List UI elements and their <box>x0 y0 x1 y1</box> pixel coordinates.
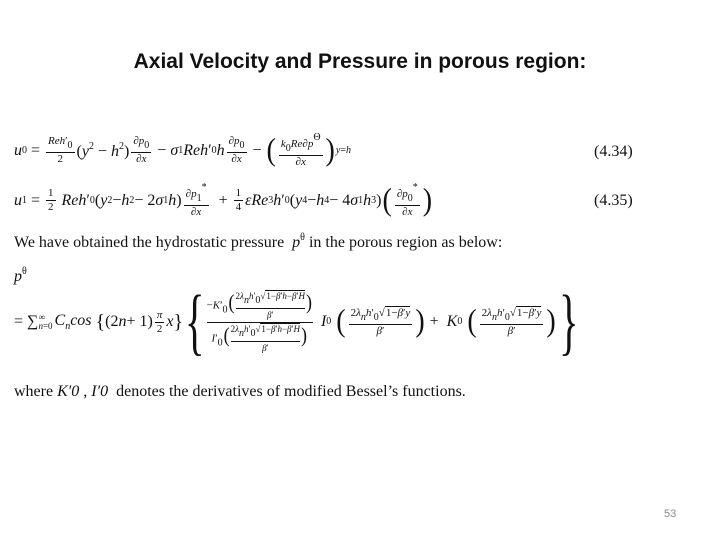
page-number: 53 <box>664 508 677 520</box>
sentence-symbol: p <box>292 234 301 251</box>
pressure-symbol: $p^\theta$ <box>14 266 27 285</box>
where-prefix: where <box>14 383 54 400</box>
sentence-text: We have obtained the hydrostatic pressure <box>14 234 285 251</box>
where-sentence <box>14 383 466 401</box>
equation-4-34: u 0 = $\frac{\text{Reh′0}}{2}$ $(y^2 - h^2)$ $\frac{\partial p0}{\partial x}$ − σ 1 Reh ′ 0 h $\frac{\partial p0}{\partial x}$ − ( $\frac{k0Re\partial p\Theta}{\partial x}$ ) y=h <box>14 132 351 168</box>
sentence-tail: in the porous region as below: <box>308 234 503 251</box>
equation-number-4-35: (4.35) <box>594 192 633 209</box>
sentence-superscript: θ <box>300 232 305 243</box>
equation-4-35: u 1 = $\frac{1}{2}$ Reh ′ 0 ( y 2 − h 2 − 2 σ 1 h ) $\frac{\partial p1*}{\partial x}$ + $\frac{1}{4}$ εRe 3 h ′ 0 ( y 4 − h 4 − 4 σ 1 h 3 ) ( $\frac{\partial p0*}{\partial x}$ ) <box>14 182 433 218</box>
where-symbols: K′0 , I′0 <box>57 383 109 400</box>
equation-number-4-34: (4.34) <box>594 143 633 160</box>
pressure-sentence <box>14 232 502 252</box>
slide-title: Axial Velocity and Pressure in porous region: <box>133 50 587 73</box>
pressure-series-equation: = ∑ ∞ n=0 $C_n\cos$ { (2 n + 1) $\frac{\pi}{2}$ x } { −K′0( 2λnh′0√1−β′h−β′H β′ ) I′0( 2λnh′0√1−β′h−β′H β′ ) I 0 ( $\frac{\text{2λnh′0√1−β′y}}{\beta'}$ ) + K 0 ( $\frac{\text{2λnh′0√1−β′y}}{\beta'}$ ) } <box>14 281 579 363</box>
where-suffix: denotes the derivatives of modified Bessel’s functions. <box>116 383 466 400</box>
